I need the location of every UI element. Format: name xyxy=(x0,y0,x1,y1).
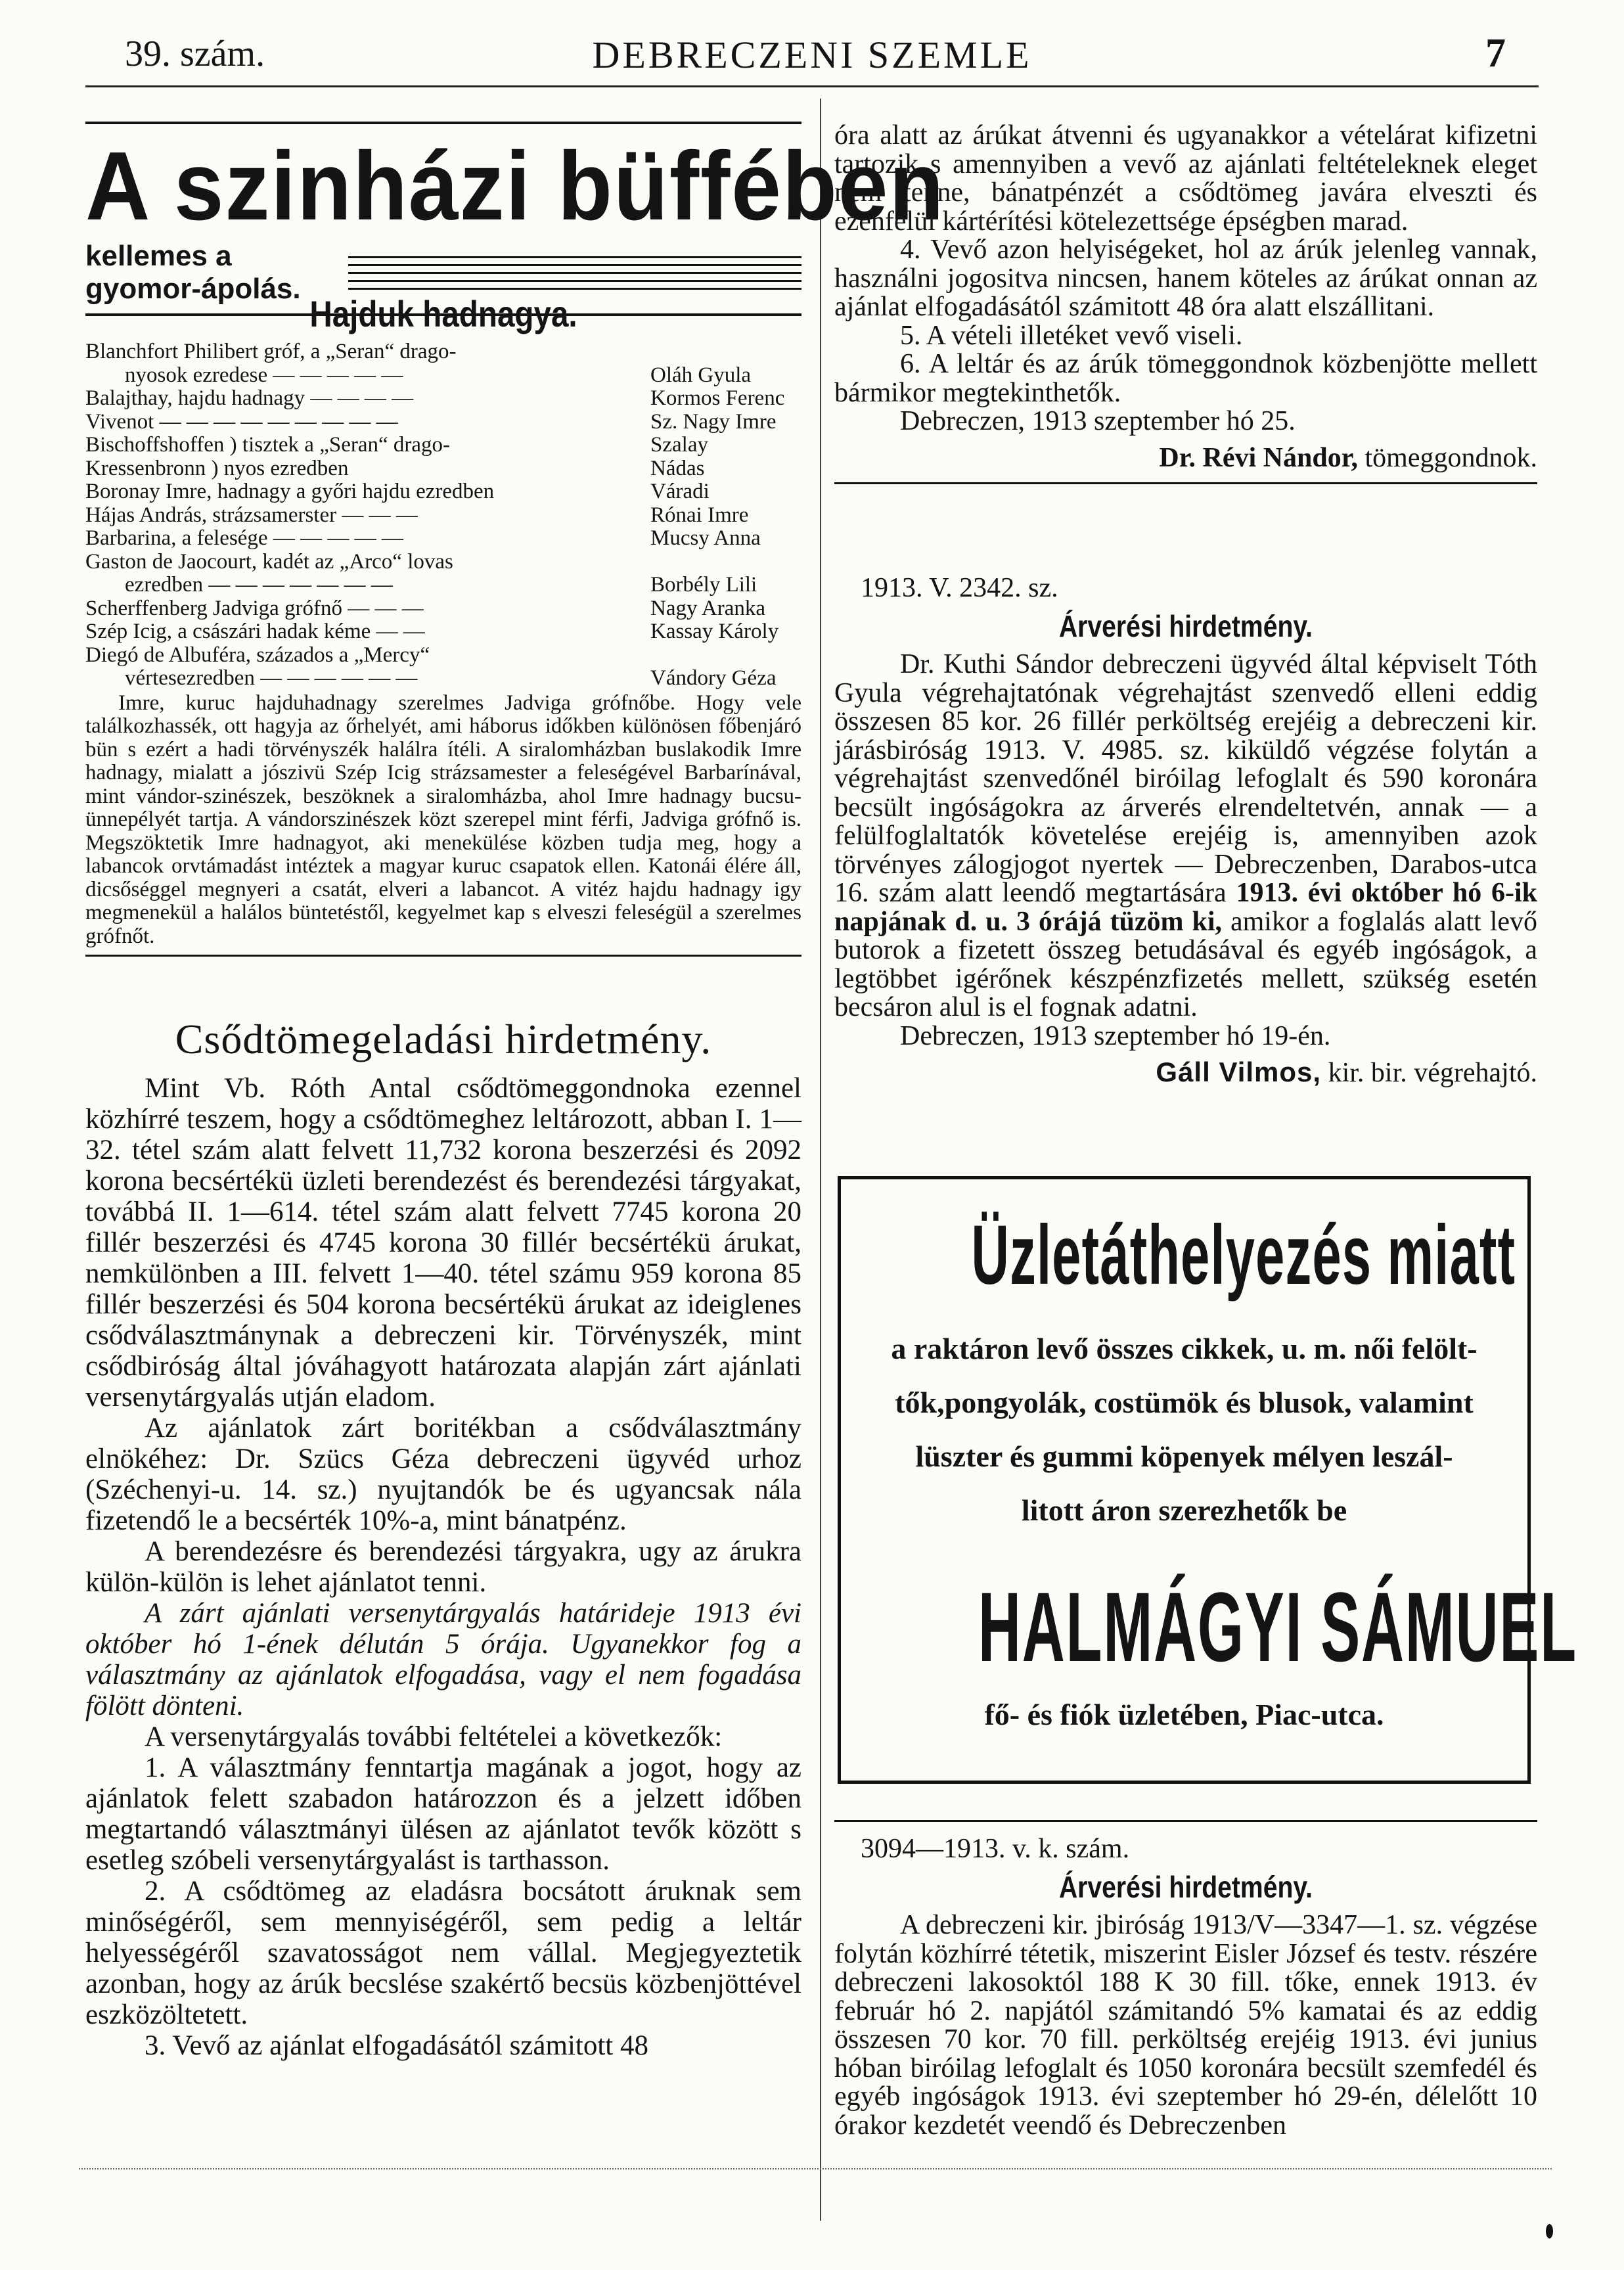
column-divider xyxy=(820,99,821,2221)
ink-mark xyxy=(1546,2224,1553,2238)
page-number: 7 xyxy=(1485,31,1506,76)
cast-actor: Kormos Ferenc xyxy=(650,386,785,410)
cast-actor: Nádas xyxy=(650,456,705,480)
continuation-paragraph: Debreczen, 1913 szeptember hó 25. xyxy=(900,406,1296,436)
cast-row xyxy=(85,574,801,597)
continuation-paragraph: 5. A vételi illetéket vevő viseli. xyxy=(900,320,1243,351)
cast-role: Scherffenberg Jadviga grófnő — — — xyxy=(85,597,424,620)
cast-role: Hájas András, strázsamerster — — — xyxy=(85,503,418,527)
auction-date: 1913. évi október hó 6-ik napjának d. u. 3 órájá tüzöm ki, xyxy=(834,878,1537,937)
cast-list xyxy=(85,340,801,691)
ad-brand: HALMÁGYI SÁMUEL xyxy=(978,1572,1577,1682)
cast-row xyxy=(85,387,801,411)
header-rule xyxy=(85,85,1539,87)
bankruptcy-paragraph: Az ajánlatok zárt boritékban a csődválasztmány elnökéhez: Dr. Szücs Géza debreczeni ügyvéd urhoz (Széchenyi-u. 14. sz.) nyujtandók be és ugyancsak nála fizetendő le a becsérték 10%-a, mint bánatpénz. xyxy=(85,1413,801,1536)
cast-actor: Rónai Imre xyxy=(650,503,749,527)
cast-row xyxy=(85,340,801,364)
cast-actor: Nagy Aranka xyxy=(650,596,766,620)
cast-row xyxy=(85,480,801,504)
cast-row xyxy=(85,667,801,691)
cast-actor xyxy=(650,340,801,364)
continuation-paragraph: óra alatt az árúkat átvenni és ugyanakkor a vételárat kifizetni tartozik s amennyiben a vevő az ajánlati feltételeknek eleget nem tenne, bánatpénzét a csődtömeg javára elveszti és ezenfelül kártérítési kötelezettsége épségben marad. xyxy=(834,120,1537,237)
cast-row xyxy=(85,457,801,481)
auction-number: 3094—1913. v. k. szám. xyxy=(861,1834,1130,1864)
decorative-lines xyxy=(348,250,801,296)
cast-role: Balajthay, hajdu hadnagy — — — — xyxy=(85,387,414,410)
cast-role: vértesezredben — — — — — — xyxy=(125,667,418,690)
cast-role: Barbarina, a felesége — — — — — xyxy=(85,527,403,550)
auction-notice-1 xyxy=(834,572,1537,1089)
ad-headline: Üzletáthelyezés miatt xyxy=(971,1208,1516,1302)
cast-role: Gaston de Jaocourt, kadét az „Arco“ lovas xyxy=(85,550,453,574)
cast-role: Bischoffshoffen ) tisztek a „Seran“ drago- xyxy=(85,434,451,457)
buffet-ad-subtitle-2: gyomor-ápolás. xyxy=(85,273,301,305)
hajduk-section xyxy=(85,292,801,957)
hajduk-heading: Hajduk hadnagya. xyxy=(309,293,577,334)
cast-actor: Mucsy Anna xyxy=(650,526,761,550)
auction-heading: Árverési hirdetmény. xyxy=(1058,1870,1313,1904)
signature-name: Gáll Vilmos, xyxy=(1156,1056,1322,1087)
signature-name: Dr. Révi Nándor, xyxy=(1159,442,1359,473)
signature-title: tömeggondnok. xyxy=(1365,442,1537,473)
ad-line: lüszter és gummi köpenyek mélyen leszál- xyxy=(915,1440,1453,1473)
signature-title: kir. bir. végrehajtó. xyxy=(1328,1058,1537,1088)
cast-actor xyxy=(650,551,801,574)
cast-row xyxy=(85,597,801,621)
cast-row xyxy=(85,644,801,668)
bankruptcy-paragraph: 2. A csődtömeg az eladásra bocsátott áruknak sem minőségéről, sem mennyiségéről, sem pedig a leltár helyességéről szavatosságot nem vállal. Megjegyeztetik azonban, hogy az árúk becslése szakértő becsüs közbenjöttével eszközöltetett. xyxy=(85,1876,801,2030)
auction-paragraph: A debreczeni kir. jbiróság 1913/V—3347—1. sz. végzése folytán közhírré tétetik, miszerint Eisler József és testv. részére debreczeni lakosoktól 188 K 30 fill. tőke, ennek 1913. év február hó 2. napjától számitandó 5% kamatai és az eddig összesen 70 kor. 70 fill. perköltség erejéig 1913. évi junius hóban biróilag lefoglalt és 1050 koronára becsült szemfedél és egyéb ingóságok 1913. évi szeptember hó 29-én, délelőtt 10 órakor kezdetét veendő és Debreczenben xyxy=(834,1910,1537,2141)
cast-row xyxy=(85,434,801,457)
ad-line: litott áron szerezhetők be xyxy=(1021,1493,1347,1527)
cast-actor: Kassay Károly xyxy=(650,620,779,643)
cast-row xyxy=(85,504,801,528)
cast-role: Boronay Imre, hadnagy a győri hajdu ezredben xyxy=(85,480,495,503)
signature xyxy=(834,1056,1537,1089)
cast-actor: Borbély Lili xyxy=(650,573,757,597)
bankruptcy-continuation xyxy=(834,122,1537,492)
buffet-ad-subtitle-1: kellemes a xyxy=(85,240,232,272)
halmagyi-ad xyxy=(838,1176,1577,1784)
continuation-paragraph: 4. Vevő azon helyiségeket, hol az árúk jelenleg vannak, használni jogositva nincsen, hanem köteles az árúkat onnan az ajánlat elfogadásától számitott 48 óra alatt elszállitani. xyxy=(834,235,1537,322)
cast-actor: Oláh Gyula xyxy=(650,363,752,387)
auction-paragraph: Dr. Kuthi Sándor debreczeni ügyvéd által képviselt Tóth Gyula végrehajtatónak végrehajtást szenvedő elleni eddig összesen 85 kor. 26 fillér perköltség erejéig a debreczeni kir. járásbiróság 1913. V. 4985. sz. kiküldő végzése folytán a végrehajtást szenvedőnél biróilag lefoglalt és 590 koronára becsült ingóságokra az árverés elrendeltetvén, annak — a felülfoglaltatók követelése erejéig is, amennyiben azok törvényes zálogjogot nyertek — Debreczenben, Darabos-utca 16. szám alatt leendő megtartására 1913. évi október hó 6-ik napjának d. u. 3 órájá tüzöm ki, amikor a foglalás alatt levő butorok a fizetett összeg betudásával és egyéb ingóságok, a legtöbbet igérőnek készpénzfizetés mellett, szükség esetén becsáron alul is el fognak adatni. xyxy=(834,649,1538,1022)
cast-row xyxy=(85,551,801,574)
cast-role: Kressenbronn ) nyos ezredben xyxy=(85,457,349,480)
auction-notice-2 xyxy=(834,1820,1537,2140)
cast-role: nyosok ezredese — — — — — xyxy=(125,363,403,387)
cast-role: Diegó de Albuféra, százados a „Mercy“ xyxy=(85,643,430,667)
bankruptcy-paragraph: A zárt ajánlati versenytárgyalás határideje 1913 évi október hó 1-ének délután 5 órája. Ugyanekkor fog a választmány az ajánlatok elfogadása, vagy el nem fogadása fölött dönteni. xyxy=(85,1598,801,1721)
bankruptcy-paragraph: A berendezésre és berendezési tárgyakra, ugy az árukra külön-külön is lehet ajánlatot tenni. xyxy=(85,1536,801,1598)
cast-actor xyxy=(650,644,801,668)
cast-row xyxy=(85,411,801,434)
cast-row xyxy=(85,527,801,551)
bankruptcy-paragraph: Mint Vb. Róth Antal csődtömeggondnoka ezennel közhírré teszem, hogy a csődtömeghez leltározott, abban I. 1—32. tétel szám alatt felvett 11,732 korona beszerzési és 2092 korona becsértékü üzleti berendezést és berendezési tárgyakat, továbbá II. 1—614. tétel szám alatt felvett 7745 korona 20 fillér beszerzési és 4745 korona 30 fillér becsértékü árukat, nemkülönben a III. felvett 1—40. tétel számu 959 korona 85 fillér beszerzési és 504 korona becsértékü árukat az ideiglenes csődválasztmánynak a debreczeni kir. Törvényszék, mint csődbiróság által jóváhagyott határozata alapján zárt ajánlati versenytárgyalás utján eladom. xyxy=(85,1073,801,1413)
bankruptcy-paragraph: A versenytárgyalás további feltételei a következők: xyxy=(145,1721,723,1752)
auction-date-line: Debreczen, 1913 szeptember hó 19-én. xyxy=(900,1020,1331,1051)
cast-actor: Sz. Nagy Imre xyxy=(650,409,777,434)
ad-location: fő- és fiók üzletében, Piac-utca. xyxy=(984,1698,1384,1731)
ad-line: a raktáron levő összes cikkek, u. m. női felölt- xyxy=(891,1332,1477,1365)
bankruptcy-heading: Csődtömegeladási hirdetmény. xyxy=(175,1016,712,1062)
bottom-rule xyxy=(79,2168,1552,2169)
issue-number: 39. szám. xyxy=(125,34,265,74)
buffet-ad-title: A szinházi büffében xyxy=(85,132,945,240)
cast-role: ezredben — — — — — — — xyxy=(125,574,393,597)
bankruptcy-notice xyxy=(85,1015,801,2061)
masthead-title: DEBRECZENI SZEMLE xyxy=(592,34,1032,76)
cast-role: Szép Icig, a császári hadak kéme — — xyxy=(85,620,425,643)
ad-line: tők,pongyolák, costümök és blusok, valamint xyxy=(895,1386,1474,1419)
signature xyxy=(834,442,1537,474)
cast-actor: Vándory Géza xyxy=(650,666,777,690)
cast-row xyxy=(85,364,801,388)
cast-role: Vivenot — — — — — — — — — xyxy=(85,410,398,434)
bankruptcy-paragraph: 1. A választmány fenntartja magának a jogot, hogy az ajánlatok felett szabadon határozzon és a jelzett időben megtartandó választmányi ülésen az ajánlatot tevők között s esetleg szóbeli versenytárgyalást is tarthasson. xyxy=(85,1752,801,1876)
auction-number: 1913. V. 2342. sz. xyxy=(861,573,1058,603)
bankruptcy-paragraph: 3. Vevő az ajánlat elfogadásától számitott 48 xyxy=(145,2030,648,2061)
continuation-paragraph: 6. A leltár és az árúk tömeggondnok közbenjötte mellett bármikor megtekinthetők. xyxy=(834,349,1537,408)
buffet-ad xyxy=(85,122,945,316)
auction-heading: Árverési hirdetmény. xyxy=(1058,609,1313,643)
cast-actor: Váradi xyxy=(650,480,710,503)
cast-actor: Szalay xyxy=(650,433,708,457)
page-header xyxy=(72,20,1552,92)
hajduk-synopsis: Imre, kuruc hajduhadnagy szerelmes Jadviga grófnőbe. Hogy vele találkozhassék, ott hagyja az őrhelyét, ami háborus időkben különösen főbenjáró bün s ezért a hadi törvényszék halálra ítéli. A siralomházban buslakodik Imre hadnagy, mialatt a jószivü Szép Icig strázsamester a feleségével Barbarínával, mint vándor-szinészek, beszöknek a siralomházba, ahol Imre hadnagy bucsu-ünnepélyét tartja. A vándorszinészek közt szerepel mint férfi, Jadviga grófnő is. Megszöktetik Imre hadnagyot, aki menekülése közben tudja meg, hogy a labancok orvtámadást intéztek a magyar kuruc csapatok ellen. Katonái élére áll, dicsőséggel megnyeri a csatát, elveri a labancot. A vitéz hajdu hadnagy igy megmenekül a halálos büntetéstől, kegyelmet kap s elveszi feleségül a szerelmes grófnőt. xyxy=(85,691,801,948)
cast-row xyxy=(85,620,801,644)
cast-role: Blanchfort Philibert gróf, a „Seran“ drago- xyxy=(85,340,457,363)
